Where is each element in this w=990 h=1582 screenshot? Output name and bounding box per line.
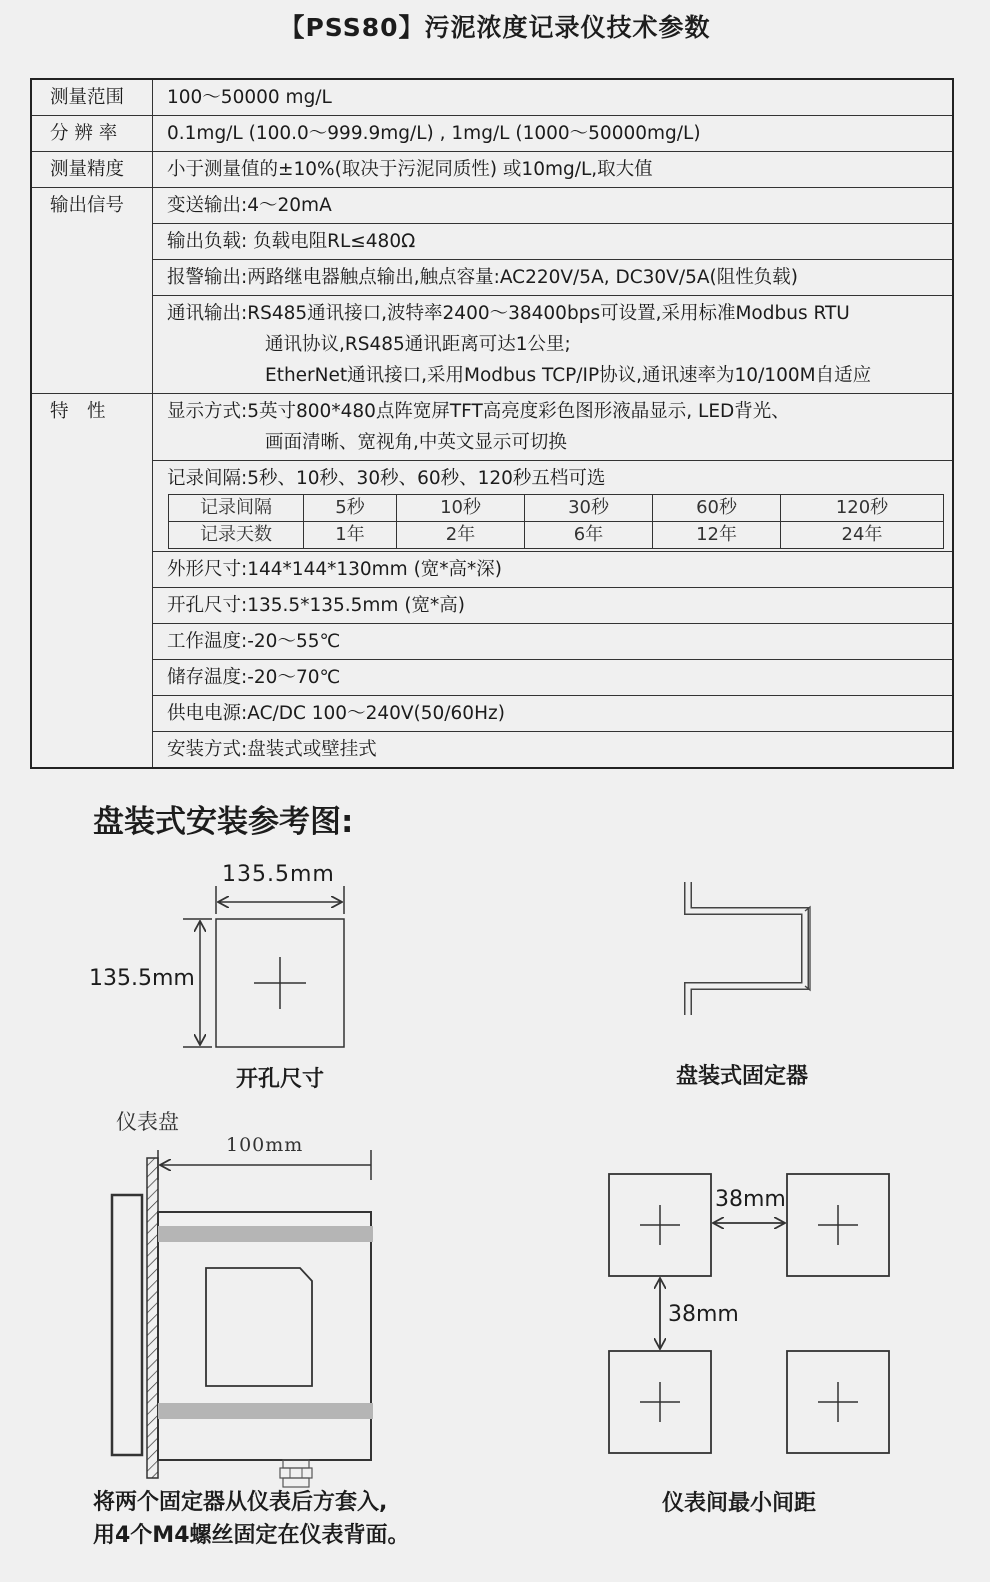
comm-line-2: 通讯协议,RS485通讯距离可达1公里; xyxy=(265,334,571,355)
horizontal-spacing-label: 38mm xyxy=(715,1187,786,1212)
accuracy-label: 测量精度 xyxy=(31,152,153,188)
output-alarm: 报警输出:两路继电器触点输出,触点容量:AC220V/5A, DC30V/5A(阻性负载) xyxy=(153,260,954,296)
cutout-diagram xyxy=(183,886,344,1047)
record-cell: 记录间隔 xyxy=(169,495,304,522)
record-cell: 30秒 xyxy=(525,495,653,522)
record-cell: 2年 xyxy=(397,522,525,549)
cable-gland xyxy=(280,1460,312,1487)
cutout-width-label: 135.5mm xyxy=(222,862,335,887)
note-line-1: 将两个固定器从仪表后方套入, xyxy=(93,1490,388,1515)
record-cell: 24年 xyxy=(781,522,944,549)
feature-label: 特 性 xyxy=(31,394,153,769)
display-line-1: 显示方式:5英寸800*480点阵宽屏TFT高亮度彩色图形液晶显示, LED背光、 xyxy=(167,401,790,422)
terminal-label xyxy=(206,1268,312,1386)
vertical-spacing-label: 38mm xyxy=(668,1302,739,1327)
panel-side-drawing xyxy=(112,1150,373,1487)
resolution-value: 0.1mg/L (100.0～999.9mg/L) , 1mg/L (1000～50000mg/L) xyxy=(153,116,954,152)
record-cell: 60秒 xyxy=(653,495,781,522)
comm-line-1: 通讯输出:RS485通讯接口,波特率2400～38400bps可设置,采用标准Modbus RTU xyxy=(167,303,850,324)
bracket-caption: 盘装式固定器 xyxy=(676,1064,809,1089)
upper-bracket xyxy=(158,1226,373,1242)
output-transmit: 变送输出:4～20mA xyxy=(153,188,954,224)
comm-line-3: EtherNet通讯接口,采用Modbus TCP/IP协议,通讯速率为10/100M自适应 xyxy=(265,365,872,386)
range-value: 100～50000 mg/L xyxy=(153,79,954,116)
work-temp-value: 工作温度:-20～55℃ xyxy=(153,624,954,660)
range-label: 测量范围 xyxy=(31,79,153,116)
panel-wall xyxy=(147,1158,158,1478)
output-load: 输出负载: 负载电阻RL≤480Ω xyxy=(153,224,954,260)
power-value: 供电电源:AC/DC 100～240V(50/60Hz) xyxy=(153,696,954,732)
record-cell: 5秒 xyxy=(304,495,397,522)
record-cell: 12年 xyxy=(653,522,781,549)
installation-note xyxy=(93,1486,410,1552)
depth-label: 100mm xyxy=(226,1134,304,1156)
section-title: 盘装式安装参考图: xyxy=(93,804,354,840)
record-cell: 120秒 xyxy=(781,495,944,522)
storage-temp-value: 储存温度:-20～70℃ xyxy=(153,660,954,696)
lower-bracket xyxy=(158,1403,373,1419)
instrument-body xyxy=(158,1212,371,1460)
resolution-label: 分 辨 率 xyxy=(31,116,153,152)
accuracy-value: 小于测量值的±10%(取决于污泥同质性) 或10mg/L,取大值 xyxy=(153,152,954,188)
record-cell: 10秒 xyxy=(397,495,525,522)
bracket-drawing xyxy=(688,882,810,1015)
cutout-caption: 开孔尺寸 xyxy=(236,1067,325,1092)
record-interval: 记录间隔:5秒、10秒、30秒、60秒、120秒五档可选 xyxy=(167,468,606,489)
spacing-caption: 仪表间最小间距 xyxy=(662,1491,817,1516)
panel-label: 仪表盘 xyxy=(116,1110,179,1134)
record-cell: 6年 xyxy=(525,522,653,549)
spacing-diagram xyxy=(609,1174,889,1453)
record-cell: 记录天数 xyxy=(169,522,304,549)
page-title: 【PSS80】污泥浓度记录仪技术参数 xyxy=(279,13,711,42)
cutout-value: 开孔尺寸:135.5*135.5mm (宽*高) xyxy=(153,588,954,624)
display-line-2: 画面清晰、宽视角,中英文显示可切换 xyxy=(265,432,567,453)
output-label: 输出信号 xyxy=(31,188,153,394)
mount-value: 安装方式:盘装式或壁挂式 xyxy=(153,732,954,769)
note-line-2: 用4个M4螺丝固定在仪表背面。 xyxy=(93,1523,410,1548)
cutout-height-label: 135.5mm xyxy=(89,966,195,991)
record-cell: 1年 xyxy=(304,522,397,549)
size-value: 外形尺寸:144*144*130mm (宽*高*深) xyxy=(153,552,954,588)
instrument-front-bezel xyxy=(112,1195,142,1455)
